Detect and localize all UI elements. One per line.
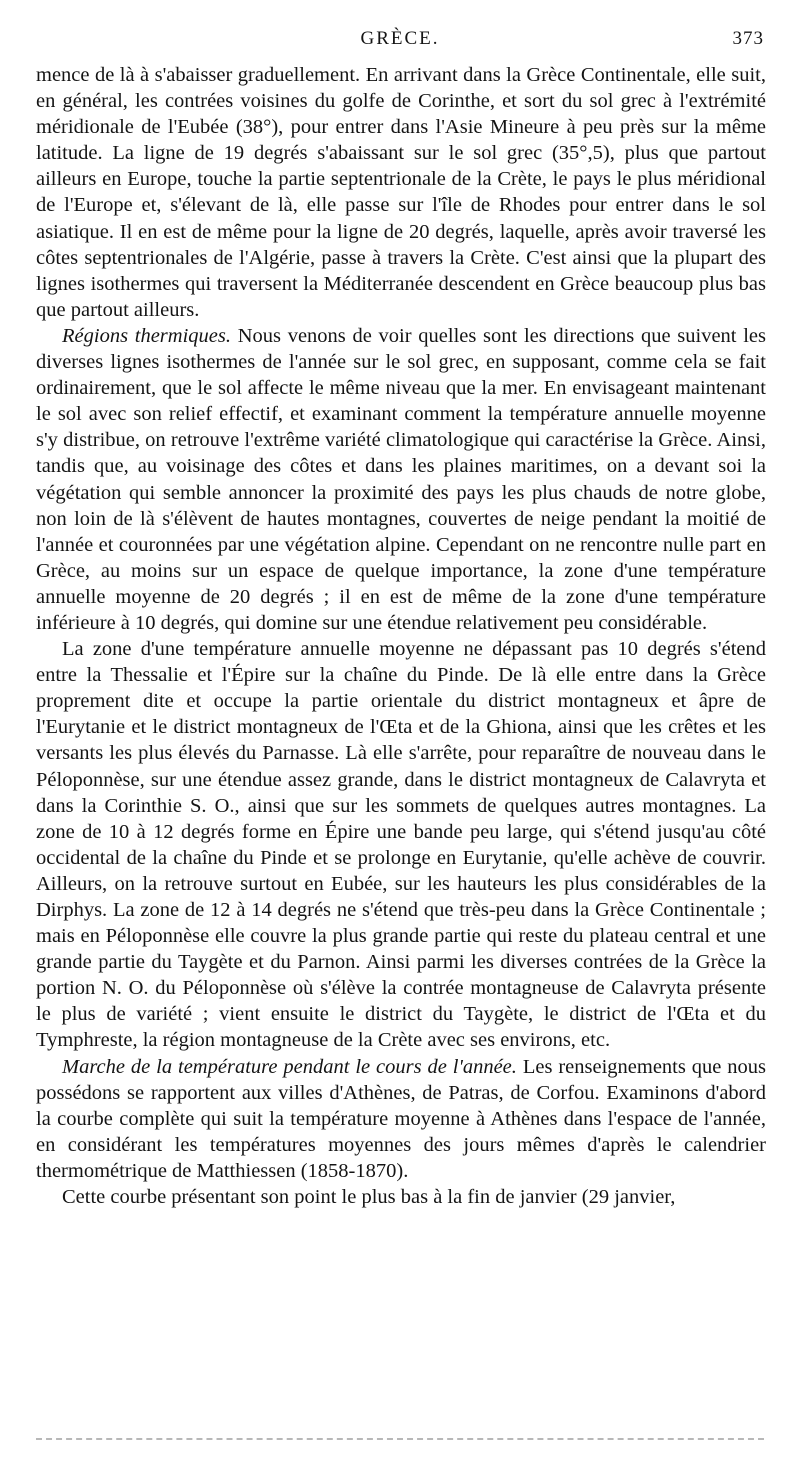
paragraph-text: Les renseignements que nous possédons se rapportent aux villes d'Athènes, de Patras, de Corfou. Examinons d'abord la courbe complète qui suit la température moyenne à Athènes dans l'espace de l'année, en considérant les températures moyennes des jours mêmes d'après le calendrier thermométrique de Matthiessen (1858-1870).	[36, 1055, 766, 1182]
paragraph-text: La zone d'une température annuelle moyenne ne dépassant pas 10 degrés s'étend entre la Thessalie et l'Épire sur la chaîne du Pinde. De là elle entre dans la Grèce proprement dite et occupe la partie orientale du district montagneux et âpre de l'Eurytanie et le district montagneux de l'Œta et de la Ghiona, ainsi que les crêtes et les versants les plus élevés du Parnasse. Là elle s'arrête, pour reparaître de nouveau dans le Péloponnèse, sur une étendue assez grande, dans le district montagneux de Calavryta et dans la Corinthie S. O., ainsi que sur les sommets de quelques autres montagnes. La zone de 10 à 12 degrés forme en Épire une bande peu large, qui s'étend jusqu'au côté occidental de la chaîne du Pinde et se prolonge en Eurytanie, qu'elle achève de couvrir. Ailleurs, on la retrouve surtout en Eubée, sur les hauteurs les plus considérables de la Dirphys. La zone de 12 à 14 degrés ne s'étend que très-peu dans la Grèce Continentale ; mais en Péloponnèse elle couvre la plus grande partie qui reste du plateau central et une grande partie du Taygète et du Parnon. Ainsi parmi les diverses contrées de la Grèce la portion N. O. du Péloponnèse où s'élève la contrée montagneuse de Calavryta présente le plus de variété ; vient ensuite le district du Taygète, le district de l'Œta et du Tymphreste, la région montagneuse de la Crète avec ses environs, etc.	[36, 638, 766, 1052]
page-bottom-rule	[36, 1438, 764, 1440]
paragraph-regions-thermiques	[36, 323, 766, 636]
paragraph-text: mence de là à s'abaisser graduellement. En arrivant dans la Grèce Continentale, elle suit, en général, les contrées voisines du golfe de Corinthe, et sort du sol grec à l'extrémité méridionale de l'Eubée (38°), pour entrer dans l'Asie Mineure à peu près sur la même latitude. La ligne de 19 degrés s'abaissant sur le sol grec (35°,5), plus que partout ailleurs en Europe, touche la partie septentrionale de la Crète, le pays le plus méridional de l'Europe et, s'élevant de là, elle passe sur l'île de Rhodes pour entrer dans le sol asiatique. Il en est de même pour la ligne de 20 degrés, laquelle, après avoir traversé les côtes septentrionales de l'Algérie, passe à travers la Crète. C'est ainsi que la plupart des lignes isothermes qui traversent la Méditerranée descendent en Grèce beaucoup plus bas que partout ailleurs.	[36, 64, 766, 321]
paragraph-text: Nous venons de voir quelles sont les directions que suivent les diverses lignes isothermes de l'année sur le sol grec, en supposant, comme cela se fait ordinairement, que le sol affecte le même niveau que la mer. En envisageant maintenant le sol avec son relief effectif, et examinant comment la température annuelle moyenne s'y distribue, on retrouve l'extrême variété climatologique qui caractérise la Grèce. Ainsi, tandis que, au voisinage des côtes et dans les plaines maritimes, on a devant soi la végétation qui semble annoncer la proximité des pays les plus chauds de notre globe, non loin de là s'élèvent de hautes montagnes, couvertes de neige pendant la moitié de l'année et couronnées par une végétation alpine. Cependant on ne rencontre nulle part en Grèce, au moins sur un espace de quelque importance, la zone d'une température annuelle moyenne de 20 degrés ; il en est de même de la zone d'une température inférieure à 10 degrés, qui domine sur une étendue relativement peu considérable.	[36, 324, 766, 634]
page-number: 373	[732, 28, 764, 49]
paragraph-isothermes	[36, 62, 766, 323]
section-lead-marche-temperature: Marche de la température pendant le cours de l'année.	[62, 1055, 517, 1078]
paragraph-courbe	[36, 1184, 766, 1210]
running-title: GRÈCE.	[360, 28, 440, 49]
section-lead-regions-thermiques: Régions thermiques.	[62, 324, 231, 347]
body-text	[36, 62, 766, 1210]
paragraph-zone-temperature	[36, 636, 766, 1054]
paragraph-text: Cette courbe présentant son point le plus bas à la fin de janvier (29 janvier,	[62, 1186, 676, 1209]
running-head	[36, 28, 764, 54]
paragraph-marche-temperature	[36, 1054, 766, 1184]
